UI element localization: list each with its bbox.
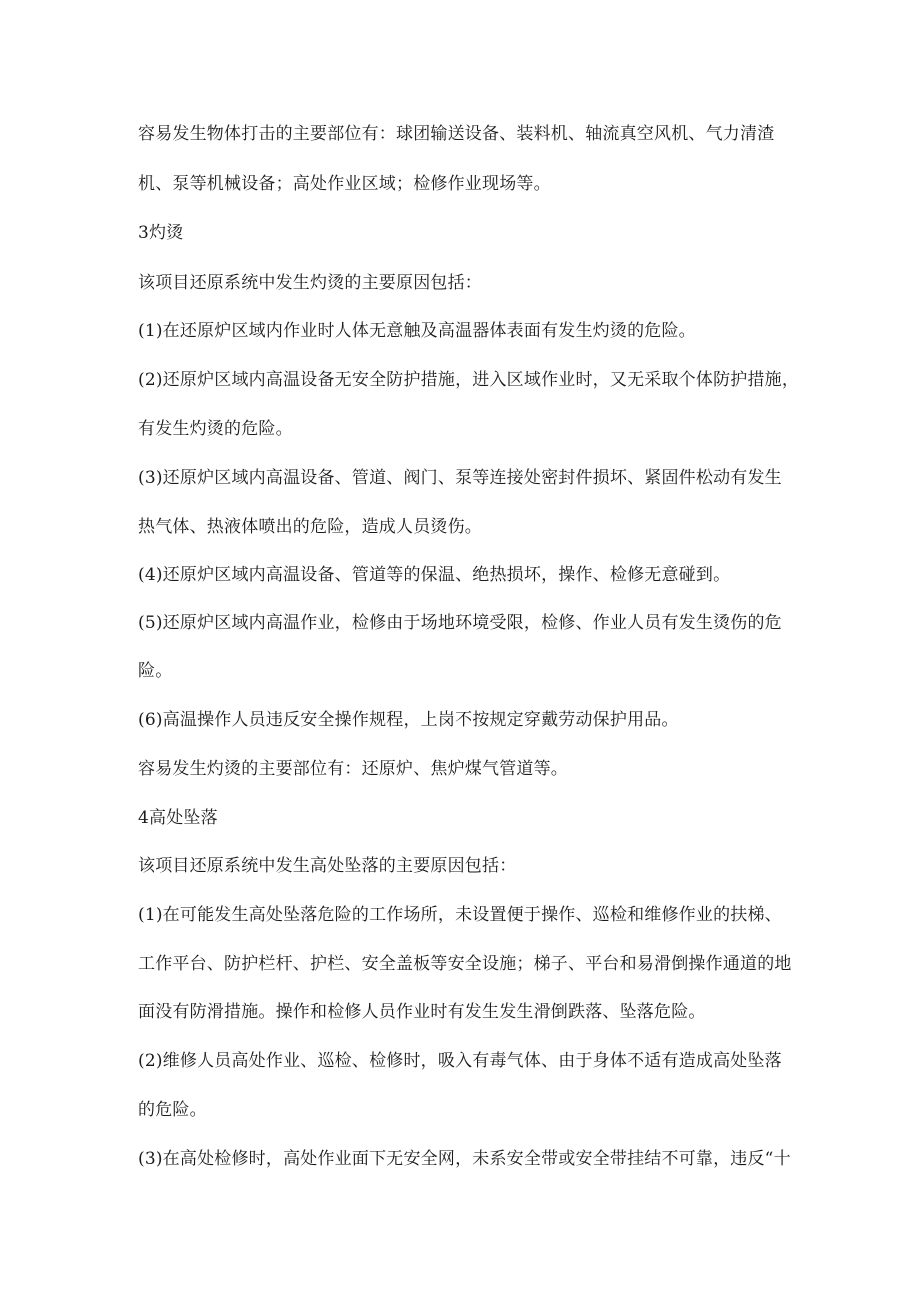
paragraph-line: 险。 — [138, 661, 173, 681]
list-item: (1)在还原炉区域内作业时人体无意触及高温器体表面有发生灼烫的危险。 — [138, 321, 696, 341]
paragraph-line: 面没有防滑措施。操作和检修人员作业时有发生发生滑倒跌落、坠落危险。 — [138, 1002, 706, 1022]
paragraph-line: 该项目还原系统中发生高处坠落的主要原因包括： — [138, 856, 517, 876]
paragraph-line: 容易发生物体打击的主要部位有：球团输送设备、装料机、轴流真空风机、气力清渣 — [138, 124, 775, 144]
paragraph-line: 热气体、热液体喷出的危险，造成人员烫伤。 — [138, 517, 482, 537]
list-item: (1)在可能发生高处坠落危险的工作场所，未设置便于操作、巡检和维修作业的扶梯、 — [138, 905, 782, 925]
paragraph-line: 该项目还原系统中发生灼烫的主要原因包括： — [138, 273, 482, 293]
list-item: (2)维修人员高处作业、巡检、检修时，吸入有毒气体、由于身体不适有造成高处坠落 — [138, 1051, 782, 1071]
section-heading: 3灼烫 — [138, 223, 184, 243]
list-item: (4)还原炉区域内高温设备、管道等的保温、绝热损坏，操作、检修无意碰到。 — [138, 565, 731, 585]
paragraph-line: 容易发生灼烫的主要部位有：还原炉、焦炉煤气管道等。 — [138, 759, 568, 779]
list-item: (6)高温操作人员违反安全操作规程，上岗不按规定穿戴劳动保护用品。 — [138, 710, 679, 730]
paragraph-line: 工作平台、防护栏杆、护栏、安全盖板等安全设施；梯子、平台和易滑倒操作通道的地 — [138, 954, 792, 974]
list-item: (5)还原炉区域内高温作业，检修由于场地环境受限，检修、作业人员有发生烫伤的危 — [138, 613, 782, 633]
paragraph-line: 机、泵等机械设备；高处作业区域；检修作业现场等。 — [138, 174, 551, 194]
list-item: (2)还原炉区域内高温设备无安全防护措施，进入区域作业时，又无采取个体防护措施， — [138, 370, 800, 390]
paragraph-line: 的危险。 — [138, 1100, 207, 1120]
paragraph-line: 有发生灼烫的危险。 — [138, 419, 293, 439]
section-heading: 4高处坠落 — [138, 808, 218, 828]
list-item: (3)在高处检修时，高处作业面下无安全网，未系安全带或安全带挂结不可靠，违反“十 — [138, 1149, 791, 1169]
list-item: (3)还原炉区域内高温设备、管道、阀门、泵等连接处密封件损坏、紧固件松动有发生 — [138, 468, 782, 488]
